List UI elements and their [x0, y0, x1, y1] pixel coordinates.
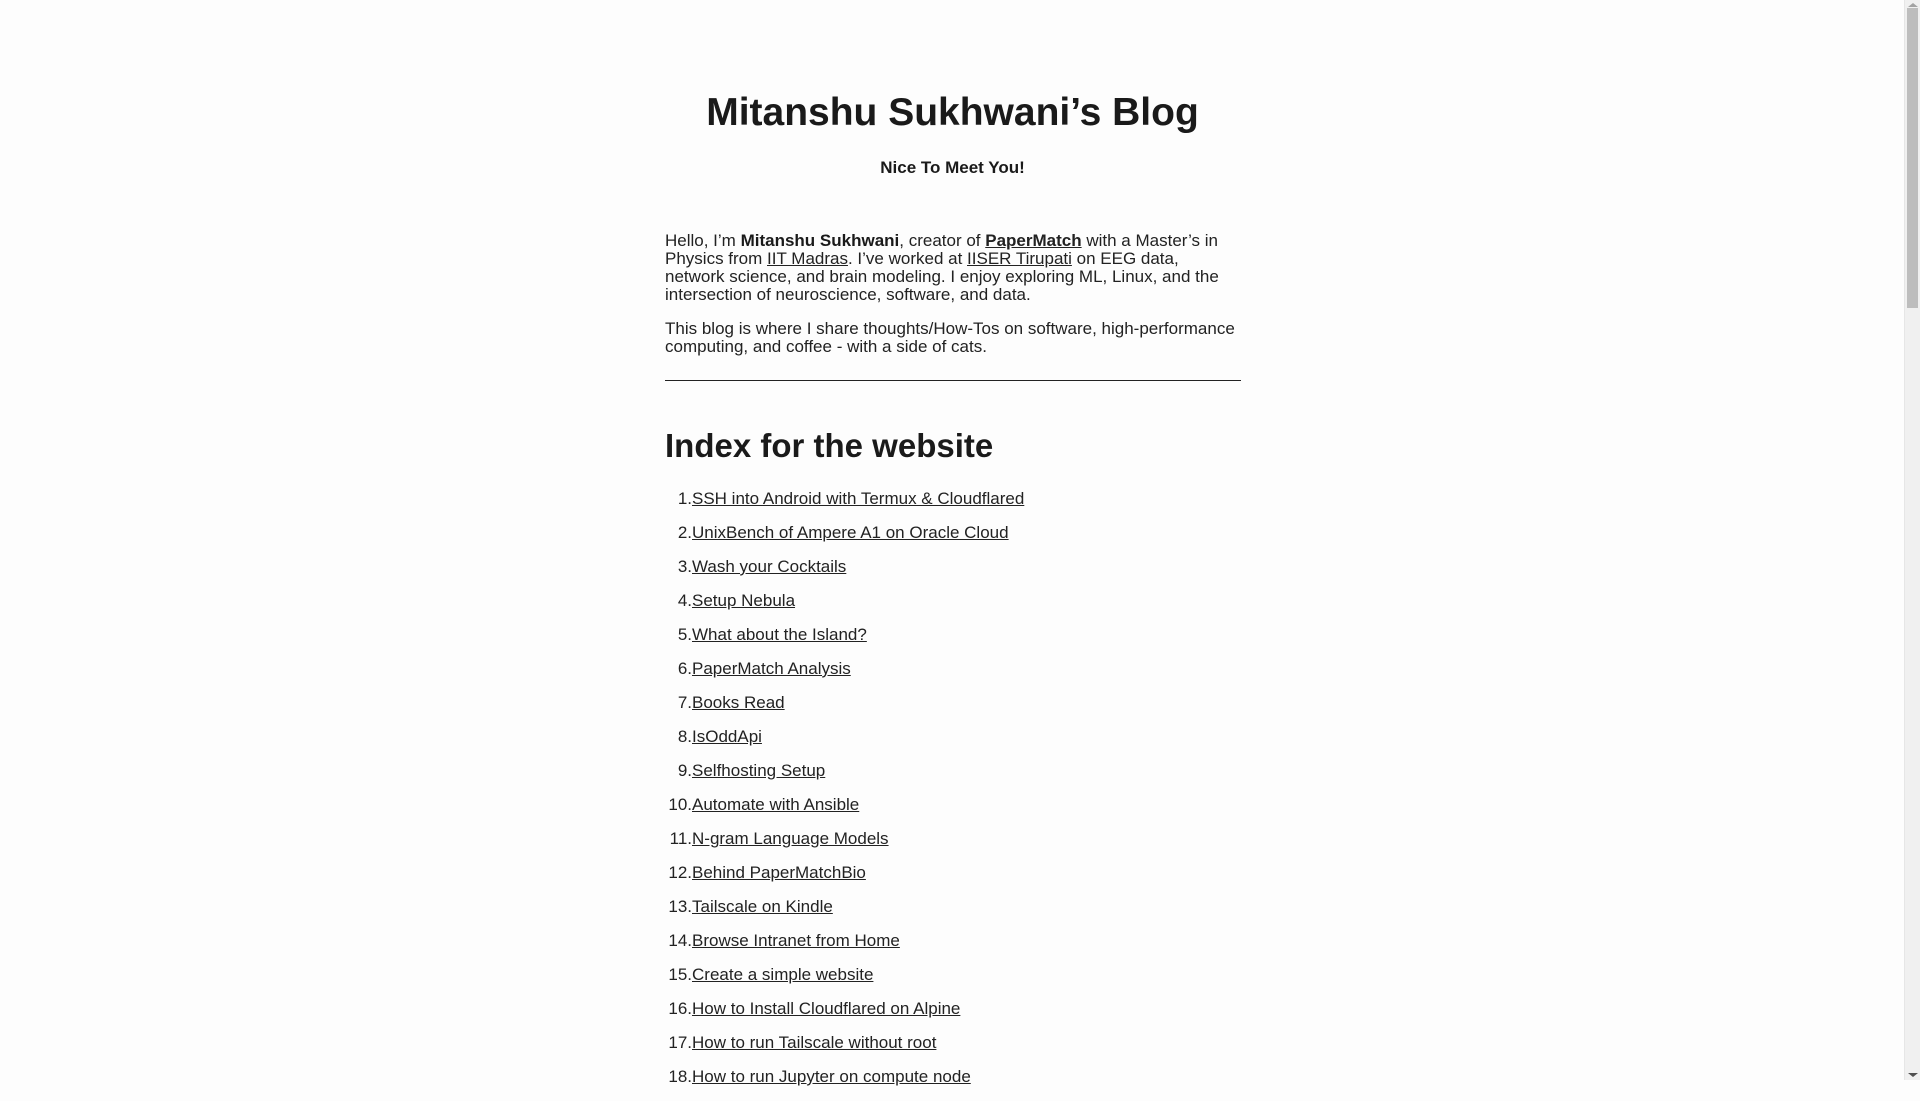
item-number: 4.: [677, 591, 692, 610]
post-link[interactable]: N-gram Language Models: [692, 829, 889, 848]
post-link[interactable]: What about the Island?: [692, 625, 867, 644]
scroll-up-arrow-icon[interactable]: [1908, 3, 1918, 7]
post-link[interactable]: Books Read: [692, 693, 785, 712]
site-header: [0, 0, 1905, 178]
list-item: [665, 999, 1241, 1033]
post-link[interactable]: Setup Nebula: [692, 591, 796, 610]
item-number: 10.: [668, 795, 692, 814]
list-item: [665, 965, 1241, 999]
list-item: [665, 829, 1241, 863]
list-item: [665, 659, 1241, 693]
blog-description: This blog is where I share thoughts/How-Tos on software, high-performance computing, and coffee - with a side of cats.: [665, 319, 1235, 356]
iit-madras-link[interactable]: IIT Madras: [767, 249, 848, 268]
post-link[interactable]: Behind PaperMatchBio: [692, 863, 866, 882]
intro-paragraph: [665, 232, 1241, 304]
post-link[interactable]: Wash your Cocktails: [692, 557, 847, 576]
author-name: Mitanshu Sukhwani: [740, 231, 900, 250]
list-item: [665, 591, 1241, 625]
index-title: Index for the website: [665, 427, 994, 464]
intro-text: with a Master’s in Physics from: [665, 231, 1218, 268]
site-title: Mitanshu Sukhwani’s Blog: [706, 91, 1199, 134]
item-number: 7.: [677, 693, 692, 712]
divider: [665, 380, 1241, 381]
post-link[interactable]: IsOddApi: [692, 727, 762, 746]
site-subtitle: Nice To Meet You!: [880, 158, 1025, 177]
post-link[interactable]: UnixBench of Ampere A1 on Oracle Cloud: [692, 523, 1009, 542]
item-number: 8.: [677, 727, 692, 746]
item-number: 9.: [677, 761, 692, 780]
item-number: 2.: [677, 523, 692, 542]
intro-text: Hello, I’m: [665, 231, 741, 250]
intro-text: on EEG data, network science, and brain modeling. I enjoy exploring ML, Linux, and the intersection of neuroscience, software, and data.: [665, 249, 1219, 304]
item-number: 18.: [668, 1067, 692, 1086]
list-item: [665, 489, 1241, 523]
vertical-scrollbar[interactable]: [1904, 0, 1920, 1080]
papermatch-link[interactable]: PaperMatch: [985, 231, 1082, 250]
list-item: [665, 523, 1241, 557]
post-link[interactable]: How to Install Cloudflared on Alpine: [692, 999, 961, 1018]
item-number: 5.: [677, 625, 692, 644]
item-number: 13.: [668, 897, 692, 916]
item-number: 6.: [677, 659, 692, 678]
post-link[interactable]: Selfhosting Setup: [692, 761, 826, 780]
post-link[interactable]: Automate with Ansible: [692, 795, 860, 814]
post-link[interactable]: SSH into Android with Termux & Cloudflared: [692, 489, 1025, 508]
post-link[interactable]: Browse Intranet from Home: [692, 931, 900, 950]
item-number: 14.: [668, 931, 692, 950]
list-item: [665, 795, 1241, 829]
list-item: [665, 863, 1241, 897]
post-link[interactable]: How to run Jupyter on compute node: [692, 1067, 971, 1086]
post-link[interactable]: PaperMatch Analysis: [692, 659, 851, 678]
list-item: [665, 727, 1241, 761]
list-item: [665, 625, 1241, 659]
list-item: [665, 557, 1241, 591]
scroll-down-arrow-icon[interactable]: [1908, 1073, 1918, 1077]
intro-text: . I’ve worked at: [847, 249, 968, 268]
post-index-list: [665, 489, 1241, 1101]
main-content: [665, 232, 1241, 1101]
item-number: 17.: [668, 1033, 692, 1052]
iiser-tirupati-link[interactable]: IISER Tirupati: [967, 249, 1072, 268]
post-link[interactable]: Tailscale on Kindle: [692, 897, 833, 916]
list-item: [665, 1033, 1241, 1067]
item-number: 3.: [677, 557, 692, 576]
list-item: [665, 761, 1241, 795]
list-item: [665, 1067, 1241, 1101]
item-number: 12.: [668, 863, 692, 882]
item-number: 11.: [669, 829, 692, 848]
item-number: 15.: [668, 965, 692, 984]
intro-text: , creator of: [899, 231, 986, 250]
post-link[interactable]: How to run Tailscale without root: [692, 1033, 937, 1052]
item-number: 16.: [668, 999, 692, 1018]
list-item: [665, 693, 1241, 727]
post-link[interactable]: Create a simple website: [692, 965, 874, 984]
scrollbar-thumb[interactable]: [1907, 8, 1918, 308]
item-number: 1.: [677, 489, 692, 508]
list-item: [665, 931, 1241, 965]
list-item: [665, 897, 1241, 931]
